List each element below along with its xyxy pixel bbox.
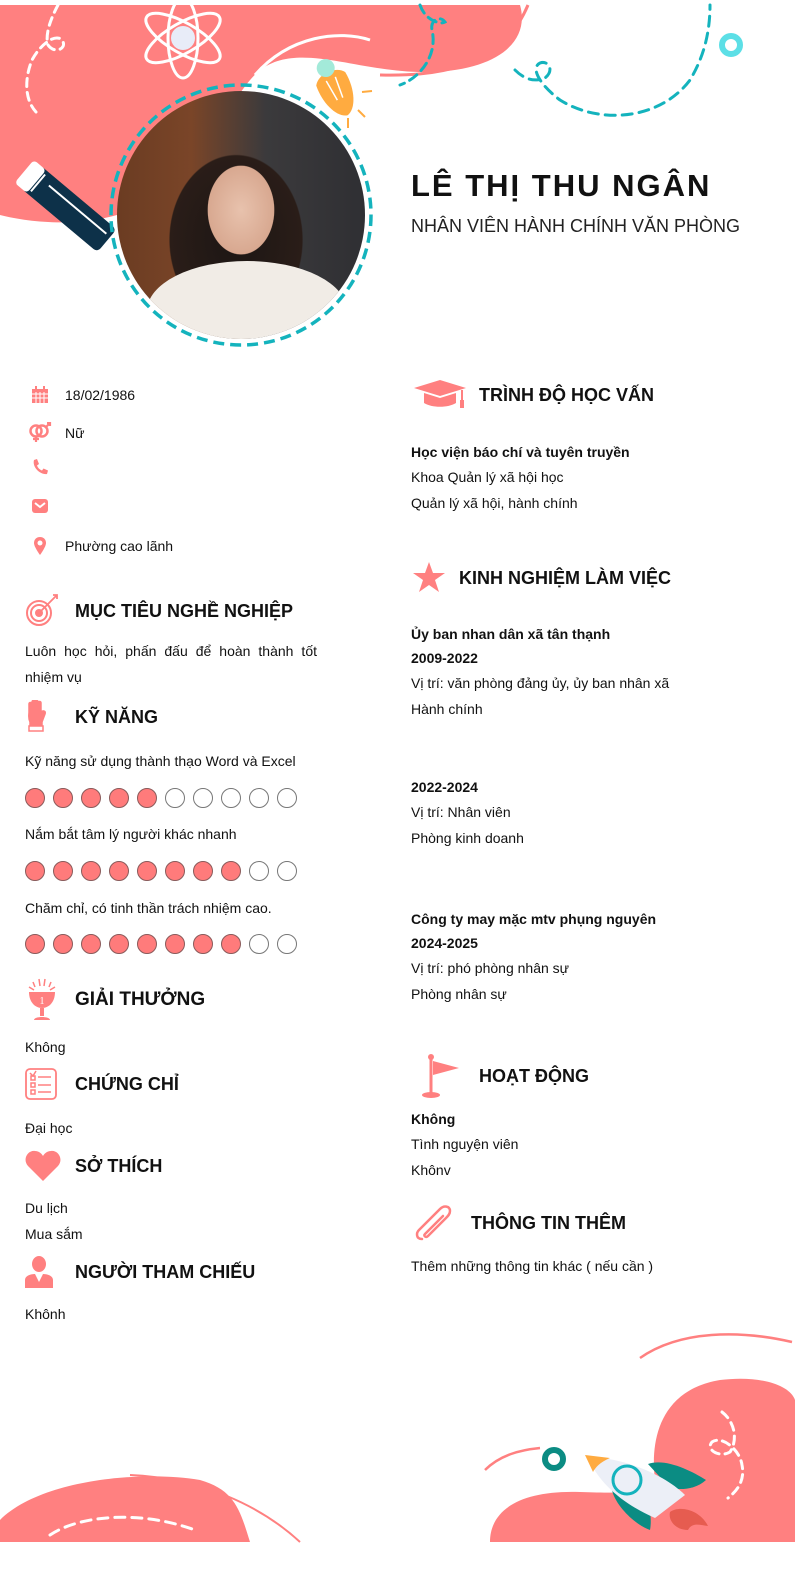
rating-dot-filled <box>193 934 213 954</box>
rating-dot-filled <box>109 934 129 954</box>
full-name: LÊ THỊ THU NGÂN <box>411 168 712 203</box>
references-header <box>25 1256 255 1288</box>
rating-dot-empty <box>221 788 241 808</box>
star-icon <box>412 561 448 595</box>
experience-header <box>412 561 671 595</box>
rating-dot-empty <box>249 788 269 808</box>
address-value: Phường cao lãnh <box>65 538 174 554</box>
hobbies-header <box>25 1150 162 1182</box>
birthday-value: 18/02/1986 <box>65 387 136 403</box>
rating-dot-filled <box>109 861 129 881</box>
avatar <box>117 91 365 339</box>
rating-dot-filled <box>25 934 45 954</box>
skills-title: KỸ NĂNG <box>75 706 159 727</box>
certificates-header <box>25 1068 179 1100</box>
rating-dot-empty <box>277 788 297 808</box>
email-row <box>28 494 65 518</box>
gender-value: Nữ <box>65 425 85 441</box>
career-goal-text: Luôn học hỏi, phấn đấu để hoàn thành tốt nhiệm vụ <box>25 643 317 685</box>
email-icon <box>28 494 52 518</box>
company-name: Ủy ban nhan dân xã tân thạnh <box>411 626 611 642</box>
rating-dot-filled <box>81 861 101 881</box>
rating-dot-filled <box>137 788 157 808</box>
calendar-icon <box>28 383 52 407</box>
rating-dot-filled <box>53 934 73 954</box>
work-period: 2009-2022 <box>411 650 478 666</box>
hobby-item: Mua sắm <box>25 1226 83 1242</box>
rating-dot-filled <box>137 934 157 954</box>
skills-header <box>25 700 158 734</box>
awards-header <box>25 978 205 1022</box>
activity-desc: Khônv <box>411 1162 451 1178</box>
job-title: NHÂN VIÊN HÀNH CHÍNH VĂN PHÒNG <box>411 216 741 236</box>
career-goal-title: MỤC TIÊU NGHỀ NGHIỆP <box>75 600 294 621</box>
work-position: Vị trí: văn phòng đảng ủy, ủy ban nhân xã <box>411 675 670 691</box>
work-period: 2024-2025 <box>411 935 478 951</box>
additional-info-text: Thêm những thông tin khác ( nếu cần ) <box>411 1258 654 1274</box>
graduation-cap-icon <box>412 378 468 412</box>
rating-dot-filled <box>193 861 213 881</box>
rating-dot-filled <box>165 934 185 954</box>
checklist-icon <box>25 1068 61 1100</box>
rating-dot-filled <box>165 861 185 881</box>
experience-title: KINH NGHIỆM LÀM VIỆC <box>459 567 672 588</box>
major: Quản lý xã hội, hành chính <box>411 495 578 511</box>
paperclip-icon <box>414 1203 458 1243</box>
rating-dot-empty <box>165 788 185 808</box>
hobby-item: Du lịch <box>25 1200 68 1216</box>
additional-info-header <box>414 1203 626 1243</box>
skill-rating <box>25 934 297 954</box>
rating-dot-empty <box>249 861 269 881</box>
gender-row <box>28 421 84 445</box>
person-icon <box>25 1256 61 1288</box>
rating-dot-filled <box>221 861 241 881</box>
activities-title: HOẠT ĐỘNG <box>479 1065 589 1086</box>
activities-header <box>420 1053 589 1099</box>
rating-dot-empty <box>277 934 297 954</box>
work-period: 2022-2024 <box>411 779 478 795</box>
trophy-icon <box>25 978 61 1022</box>
work-position: Vị trí: Nhân viên <box>411 804 511 820</box>
hand-icon <box>25 700 61 734</box>
rating-dot-filled <box>53 861 73 881</box>
phone-icon <box>28 455 52 479</box>
work-department: Hành chính <box>411 701 483 717</box>
footer-decoration <box>0 1330 800 1574</box>
rating-dot-empty <box>277 861 297 881</box>
ring-icon <box>545 1450 563 1468</box>
rating-dot-filled <box>25 788 45 808</box>
education-header <box>412 378 654 412</box>
additional-info-title: THÔNG TIN THÊM <box>471 1212 626 1233</box>
rating-dot-filled <box>221 934 241 954</box>
flag-icon <box>420 1053 468 1099</box>
references-title: NGƯỜI THAM CHIẾU <box>75 1261 256 1282</box>
target-icon <box>25 593 61 629</box>
activity-org: Không <box>411 1111 456 1127</box>
rating-dot-filled <box>81 788 101 808</box>
work-department: Phòng kinh doanh <box>411 830 524 846</box>
phone-row <box>28 455 65 479</box>
awards-text: Không <box>25 1039 66 1055</box>
skill-label: Nắm bắt tâm lý người khác nhanh <box>25 826 237 842</box>
rating-dot-filled <box>81 934 101 954</box>
school-name: Học viện báo chí và tuyên truyền <box>411 444 630 460</box>
certificates-title: CHỨNG CHỈ <box>75 1073 179 1094</box>
awards-title: GIẢI THƯỞNG <box>75 989 206 1010</box>
rating-dot-empty <box>193 788 213 808</box>
ring-icon <box>722 36 740 54</box>
hobbies-title: SỞ THÍCH <box>75 1155 163 1176</box>
career-goal-header <box>25 593 293 629</box>
work-department: Phòng nhân sự <box>411 986 507 1002</box>
work-position: Vị trí: phó phòng nhân sự <box>411 960 570 976</box>
references-text: Khônh <box>25 1306 66 1322</box>
skill-label: Kỹ năng sử dụng thành thạo Word và Excel <box>25 753 296 769</box>
heart-icon <box>25 1150 61 1182</box>
education-title: TRÌNH ĐỘ HỌC VẤN <box>479 384 654 405</box>
faculty: Khoa Quản lý xã hội học <box>411 469 564 485</box>
certificates-text: Đại học <box>25 1120 73 1136</box>
rating-dot-empty <box>249 934 269 954</box>
birthday-row <box>28 383 135 407</box>
company-name: Công ty may mặc mtv phụng nguyên <box>411 911 657 927</box>
rating-dot-filled <box>109 788 129 808</box>
gender-icon <box>28 421 52 445</box>
location-pin-icon <box>28 534 52 558</box>
skill-rating <box>25 788 297 808</box>
skill-rating <box>25 861 297 881</box>
rating-dot-filled <box>53 788 73 808</box>
skill-label: Chăm chỉ, có tinh thần trách nhiệm cao. <box>25 900 272 916</box>
activity-role: Tình nguyện viên <box>411 1136 519 1152</box>
address-row <box>28 534 173 558</box>
rating-dot-filled <box>25 861 45 881</box>
svg-text:1: 1 <box>39 996 45 1007</box>
rating-dot-filled <box>137 861 157 881</box>
